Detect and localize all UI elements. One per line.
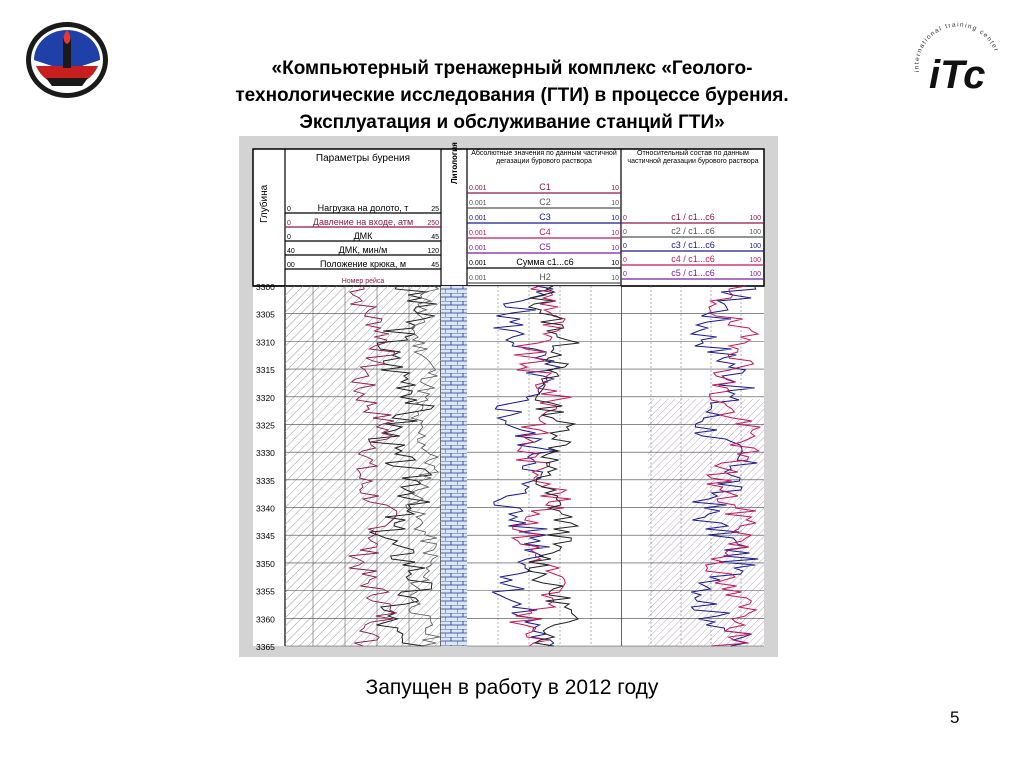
trip-number-label: Номер рейса [341,278,385,285]
drilling-param-label: Положение крюка, м [319,259,407,269]
rel-gas-min: 0 [623,271,627,278]
abs-gas-min: 0.001 [469,200,487,207]
well-log-chart [253,142,764,652]
depth-tick-label: 3335 [256,475,275,486]
drilling-param-max: 45 [431,262,439,269]
rel-gas-max: 100 [749,271,761,278]
abs-gas-min: 0.001 [469,185,487,192]
depth-tick-label: 3305 [256,309,275,320]
logo-ring-text: international training center [913,21,1000,73]
depth-tick-label: 3315 [256,365,275,376]
drilling-param-min: 00 [287,262,295,269]
abs-gas-label: C5 [539,242,551,252]
log-tracks [285,286,764,646]
abs-gas-label: C2 [539,197,551,207]
rel-gas-label: с4 / с1...с6 [671,254,715,264]
drilling-track [285,286,441,646]
abs-gas-label: C4 [539,227,551,237]
abs-gas-min: 0.001 [469,245,487,252]
drilling-param-min: 0 [287,234,291,241]
abs-gas-track [467,286,621,646]
rel-gas-label: с2 / с1...с6 [671,226,715,236]
university-logo [24,20,110,100]
rel-gas-max: 100 [749,243,761,250]
abs-gas-max: 10 [611,185,619,192]
drilling-param-label: Нагрузка на долото, т [317,203,409,213]
depth-tick-label: 3300 [256,282,275,292]
abs-gas-label: C3 [539,212,551,222]
drilling-params-title: Параметры бурения [315,153,411,164]
drilling-param-max: 250 [427,220,439,227]
drilling-param-max: 25 [431,206,439,213]
depth-tick-label: 3325 [256,420,275,431]
depth-tick-label: 3340 [256,503,275,514]
logo-text: iTc [929,53,986,97]
lithology-header: Литология [450,142,459,184]
page-number: 5 [950,708,960,727]
slide-title [150,55,874,136]
abs-gas-min: 0.001 [469,215,487,222]
drilling-param-min: 0 [287,206,291,213]
drilling-param-label: Давление на входе, атм [312,217,414,227]
depth-tick-label: 3330 [256,448,275,459]
depth-tick-label: 3350 [256,558,275,569]
rel-gas-label: с3 / с1...с6 [671,240,715,250]
title-line-1: «Компьютерный тренажерный комплекс «Геолого- [271,58,753,79]
well-log-figure [239,136,778,657]
abs-gas-max: 10 [611,215,619,222]
drilling-param-label: ДМК [353,231,373,241]
rel-gas-max: 100 [749,229,761,236]
rel-gas-label: с5 / с1...с6 [671,268,715,278]
title-line-3: Эксплуатация и обслуживание станций ГТИ» [299,112,725,133]
caption: Запущен в работу в 2012 году [365,676,659,699]
abs-gas-max: 10 [611,275,619,282]
abs-gas-min: 0.001 [469,230,487,237]
rel-gas-min: 0 [623,215,627,222]
depth-axis [256,282,275,652]
depth-header: Глубина [259,184,270,223]
abs-gas-max: 10 [611,200,619,207]
itc-logo [905,14,1009,106]
depth-tick-label: 3355 [256,586,275,597]
rel-gas-min: 0 [623,229,627,236]
depth-tick-label: 3320 [256,392,275,403]
rel-gas-min: 0 [623,243,627,250]
rel-gas-max: 100 [749,257,761,264]
abs-gas-title: Абсолютные значения по данным частичной дегазации бурового раствора [471,150,617,165]
abs-gas-max: 10 [611,245,619,252]
rel-gas-min: 0 [623,257,627,264]
drilling-param-min: 40 [287,248,295,255]
drilling-param-label: ДМК, мин/м [338,245,388,255]
title-line-2: технологические исследования (ГТИ) в процессе бурения. [235,85,789,106]
drilling-param-min: 0 [287,220,291,227]
abs-gas-label: C1 [539,182,551,192]
abs-gas-label: Н2 [539,272,551,282]
depth-tick-label: 3360 [256,614,275,625]
depth-tick-label: 3365 [256,642,275,652]
rel-gas-max: 100 [749,215,761,222]
drilling-param-max: 120 [427,248,439,255]
abs-gas-max: 10 [611,230,619,237]
depth-tick-label: 3310 [256,337,275,348]
lithology-track [441,286,467,646]
drilling-param-max: 45 [431,234,439,241]
rel-gas-label: с1 / с1...с6 [671,212,715,222]
abs-gas-min: 0.001 [469,260,487,267]
rel-gas-title: Относительный состав по данным частичной дегазации бурового раствора [627,150,759,165]
abs-gas-min: 0.001 [469,275,487,282]
abs-gas-label: Сумма с1...с6 [516,257,574,267]
depth-tick-label: 3345 [256,531,275,542]
abs-gas-max: 10 [611,260,619,267]
